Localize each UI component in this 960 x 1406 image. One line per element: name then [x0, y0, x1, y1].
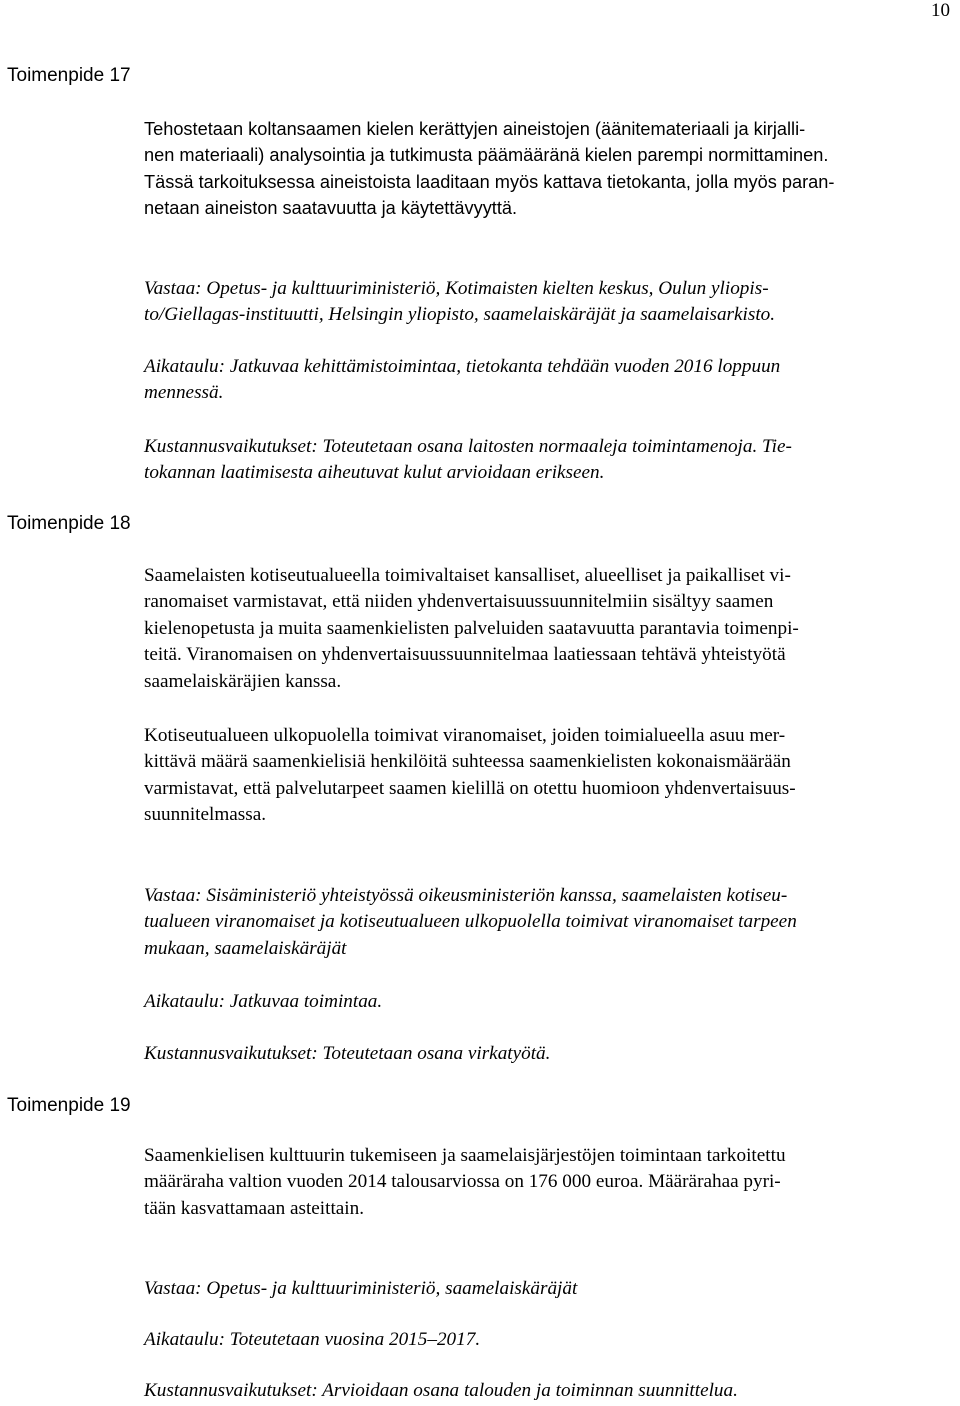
text-line: kielenopetusta ja muita saamenkielisten palveluiden saatavuutta parantavia toimenpi-: [144, 617, 799, 639]
text-line: teitä. Viranomaisen on yhdenvertaisuussuunnitelmaa laatiessaan tehtävä yhteistyötä: [144, 644, 786, 666]
section-19-costs: [144, 1378, 944, 1404]
section-18-outside-area: [144, 723, 944, 829]
section-19-description: [144, 1143, 944, 1222]
section-18-responsible: [144, 883, 944, 962]
text-line: tualueen viranomaiset ja kotiseutualueen ulkopuolella toimivat viranomaiset tarpeen: [144, 911, 797, 933]
text-line: Tässä tarkoituksessa aineistoista laaditaan myös kattava tietokanta, jolla myös paran-: [144, 171, 835, 192]
text-line: tään kasvattamaan asteittain.: [144, 1197, 365, 1219]
text-line: Saamenkielisen kulttuurin tukemiseen ja saamelaisjärjestöjen toimintaan tarkoitettu: [144, 1145, 786, 1166]
text-line: kittävä määrä saamenkielisiä henkilöitä suhteessa saamenkielisten kokonaismäärään: [144, 751, 791, 773]
text-line: Kotiseutualueen ulkopuolella toimivat viranomaiset, joiden toimialueella asuu mer-: [144, 725, 786, 746]
text-line: mukaan, saamelaiskäräjät: [144, 937, 347, 959]
text-line: nen materiaali) analysointia ja tutkimusta päämääränä kielen parempi normittaminen.: [144, 145, 829, 166]
section-heading-17: Toimenpide 17: [7, 65, 131, 86]
text-line: Aikataulu: Jatkuvaa toimintaa.: [144, 991, 383, 1012]
section-17-schedule: [144, 354, 944, 407]
text-line: to/Giellagas-instituutti, Helsingin yliopisto, saamelaiskäräjät ja saamelaisarkisto.: [144, 304, 776, 326]
text-line: Aikataulu: Toteutetaan vuosina 2015–2017.: [144, 1329, 481, 1350]
text-line: Kustannusvaikutukset: Toteutetaan osana laitosten normaaleja toimintamenoja. Tie-: [144, 436, 792, 457]
section-19-responsible: [144, 1276, 944, 1302]
text-line: mennessä.: [144, 382, 224, 404]
text-line: Vastaa: Opetus- ja kulttuuriministeriö, Kotimaisten kielten keskus, Oulun yliopis-: [144, 278, 769, 299]
text-line: netaan aineiston saatavuutta ja käytettävyyttä.: [144, 198, 518, 219]
section-18-schedule: [144, 989, 944, 1015]
section-17-costs: [144, 434, 944, 487]
text-line: saamelaiskäräjien kanssa.: [144, 670, 342, 692]
section-18-description: [144, 563, 944, 695]
page-number: 10: [931, 0, 950, 21]
section-18-costs: [144, 1041, 944, 1067]
section-heading-18: Toimenpide 18: [7, 513, 131, 534]
section-17-description: [144, 116, 944, 222]
text-line: Aikataulu: Jatkuvaa kehittämistoimintaa, tietokanta tehdään vuoden 2016 loppuun: [144, 356, 781, 377]
text-line: suunnitelmassa.: [144, 804, 267, 826]
text-line: Vastaa: Sisäministeriö yhteistyössä oikeusministeriön kanssa, saamelaisten kotiseu-: [144, 885, 788, 906]
text-line: Vastaa: Opetus- ja kulttuuriministeriö, saamelaiskäräjät: [144, 1278, 578, 1299]
text-line: Tehostetaan koltansaamen kielen kerättyjen aineistojen (äänitemateriaali ja kirjalli-: [144, 119, 806, 139]
text-line: Kustannusvaikutukset: Toteutetaan osana virkatyötä.: [144, 1043, 551, 1064]
section-heading-19: Toimenpide 19: [7, 1095, 131, 1116]
text-line: varmistavat, että palvelutarpeet saamen kielillä on otettu huomioon yhdenvertaisuus-: [144, 777, 796, 799]
text-line: Saamelaisten kotiseutualueella toimivaltaiset kansalliset, alueelliset ja paikalliset vi-: [144, 565, 791, 586]
text-line: määräraha valtion vuoden 2014 talousarviossa on 176 000 euroa. Määrärahaa pyri-: [144, 1171, 781, 1193]
text-line: Kustannusvaikutukset: Arvioidaan osana talouden ja toiminnan suunnittelua.: [144, 1380, 738, 1401]
section-17-responsible: [144, 276, 944, 329]
text-line: ranomaiset varmistavat, että niiden yhdenvertaisuussuunnitelmiin sisältyy saamen: [144, 591, 774, 613]
section-19-schedule: [144, 1327, 944, 1353]
text-line: tokannan laatimisesta aiheutuvat kulut arvioidaan erikseen.: [144, 462, 605, 484]
